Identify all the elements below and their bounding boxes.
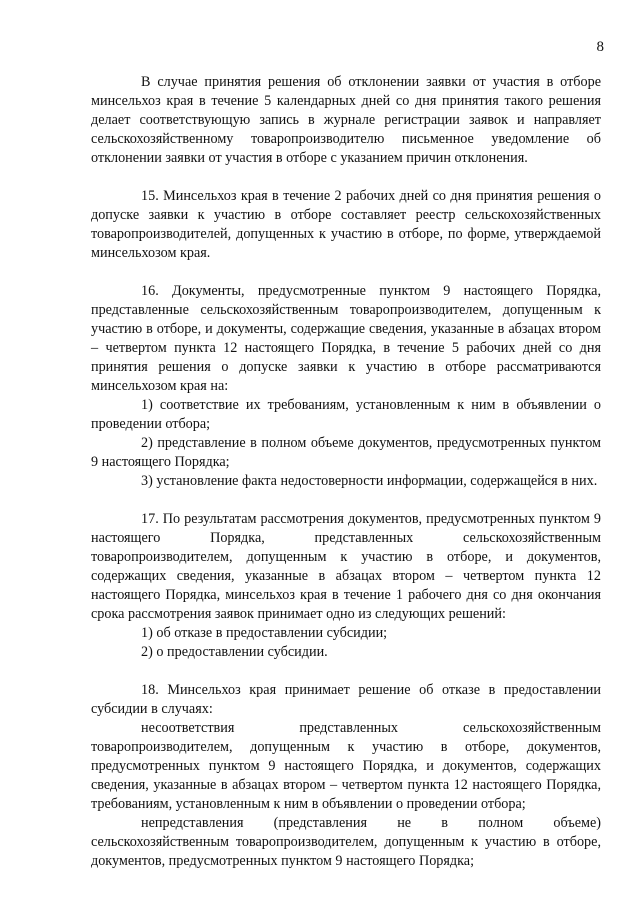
paragraph-rejection-notice: В случае принятия решения об отклонении заявки от участия в отборе минсельхоз края в течение 5 календарных дней со дня принятия такого решения делает соответствующую запись в журнале регистрации заявок и направляет сельскохозяйственному товаропроизводителю письменное уведомление об отклонении заявки от участия в отборе с указанием причин отклонения. [91, 74, 601, 166]
document-body [91, 73, 601, 871]
list-item-16-2: 2) представление в полном объеме документов, предусмотренных пунктом 9 настоящего Порядка; [91, 435, 601, 470]
list-item-18-a: несоответствия представленных сельскохозяйственным товаропроизводителем, допущенным к участию в отборе, документов, предусмотренных пунктом 9 настоящего Порядка, и документов, содержащих сведения, указанные в абзацах втором – четвертом пункта 12 настоящего Порядка, требованиям, установленным к ним в объявлении о проведении отбора; [91, 720, 601, 812]
paragraph-item-18: 18. Минсельхоз края принимает решение об отказе в предоставлении субсидии в случаях: [91, 682, 601, 717]
list-item-17-2: 2) о предоставлении субсидии. [141, 644, 328, 660]
paragraph-item-15: 15. Минсельхоз края в течение 2 рабочих дней со дня принятия решения о допуске заявки к участию в отборе составляет реестр сельскохозяйственных товаропроизводителей, допущенных к участию в отборе, по форме, утверждаемой минсельхозом края. [91, 188, 601, 261]
paragraph-item-17: 17. По результатам рассмотрения документов, предусмотренных пунктом 9 настоящего Порядка, представленных сельскохозяйственным товаропроизводителем, допущенным к участию в отборе, и документов, содержащих сведения, указанные в абзацах втором – четвертом пункта 12 настоящего Порядка, минсельхоз края в течение 1 рабочего дня со дня окончания срока рассмотрения заявок принимает одно из следующих решений: [91, 511, 601, 622]
page-number: 8 [596, 39, 604, 55]
paragraph-item-16: 16. Документы, предусмотренные пунктом 9 настоящего Порядка, представленные сельскохозяйственным товаропроизводителем, допущенным к участию в отборе, и документы, содержащие сведения, указанные в абзацах втором – четвертом пункта 12 настоящего Порядка, в течение 5 рабочих дней со дня принятия решения о допуске заявки к участию в отборе рассматриваются минсельхозом края на: [91, 283, 601, 394]
list-item-16-3: 3) установление факта недостоверности информации, содержащейся в них. [141, 473, 598, 489]
list-item-17-1: 1) об отказе в предоставлении субсидии; [141, 625, 388, 641]
list-item-18-b: непредставления (представления не в полном объеме) сельскохозяйственным товаропроизводителем, допущенным к участию в отборе, документов, предусмотренных пунктом 9 настоящего Порядка; [91, 815, 601, 869]
list-item-16-1: 1) соответствие их требованиям, установленным к ним в объявлении о проведении отбора; [91, 397, 601, 432]
